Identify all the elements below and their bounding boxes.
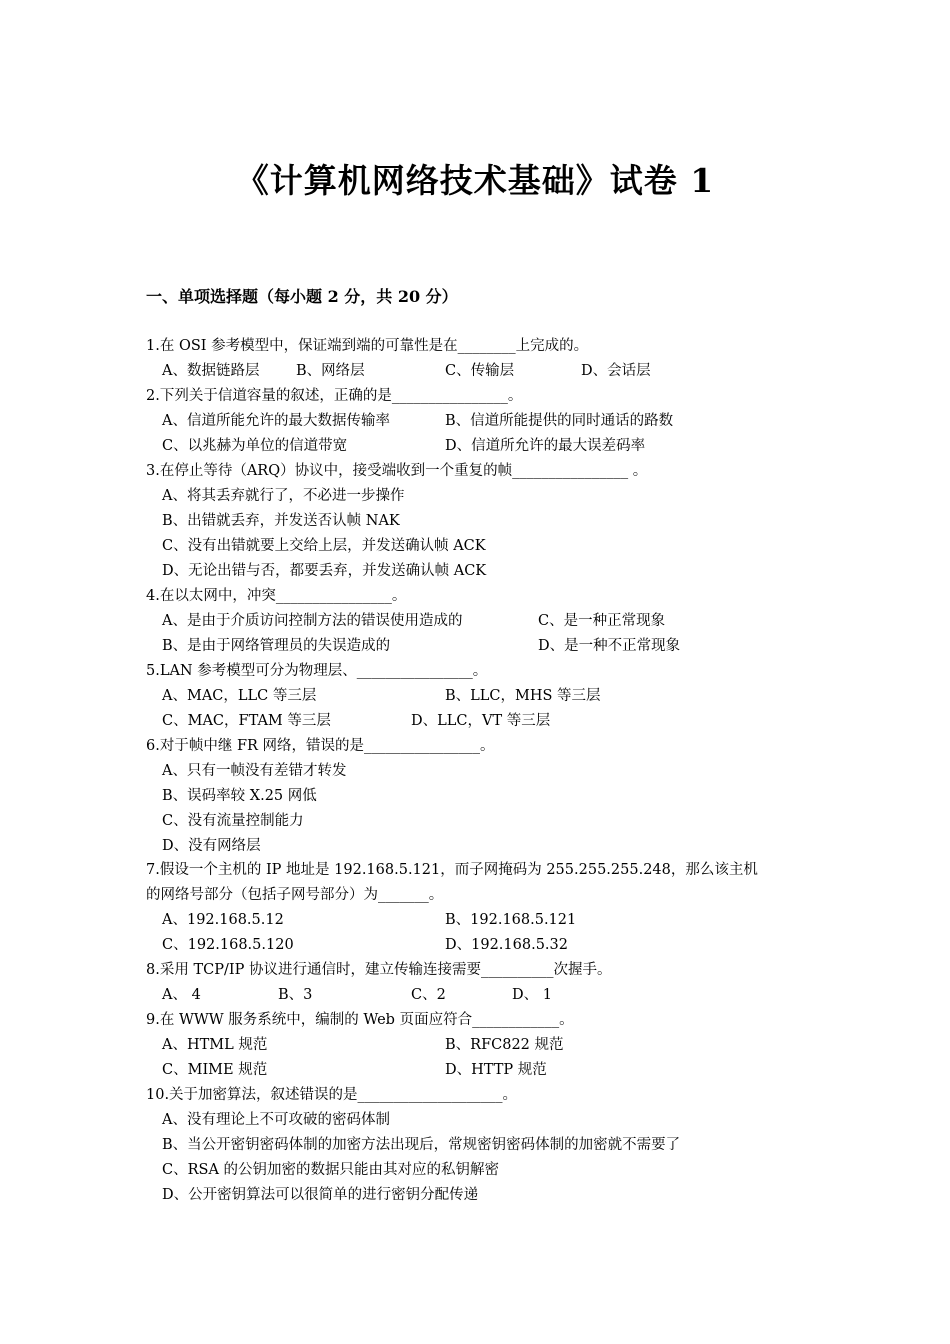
q10-option-a: A、没有理论上不可攻破的密码体制 [162, 1112, 390, 1128]
q5-option-d: D、LLC，VT 等三层 [411, 713, 551, 729]
question-10: 10.关于加密算法，叙述错误的是____________________。 [146, 1087, 518, 1103]
q3-option-b: B、出错就丢弃，并发送否认帧 NAK [162, 513, 400, 529]
q8-option-a: A、 4 [162, 987, 201, 1003]
q1-option-d: D、会话层 [581, 363, 651, 379]
q3-option-c: C、没有出错就要上交给上层，并发送确认帧 ACK [162, 538, 486, 554]
q6-option-b: B、误码率较 X.25 网低 [162, 788, 317, 804]
q4-option-b: B、是由于网络管理员的失误造成的 [162, 638, 391, 654]
q8-option-b: B、3 [278, 987, 313, 1003]
q8-option-c: C、2 [411, 987, 446, 1003]
question-3: 3.在停止等待（ARQ）协议中，接受端收到一个重复的帧________________ 。 [146, 463, 648, 479]
q5-option-b: B、LLC，MHS 等三层 [445, 688, 601, 704]
q3-option-d: D、无论出错与否，都要丢弃，并发送确认帧 ACK [162, 563, 487, 579]
question-1: 1.在 OSI 参考模型中，保证端到端的可靠性是在________上完成的。 [146, 338, 589, 354]
question-7: 7.假设一个主机的 IP 地址是 192.168.5.121，而子网掩码为 255.255.255.248，那么该主机 [146, 862, 758, 878]
question-6: 6.对于帧中继 FR 网络，错误的是________________。 [146, 738, 495, 754]
section-heading: 一、单项选择题（每小题 2 分，共 20 分） [146, 287, 458, 306]
q10-option-b: B、当公开密钥密码体制的加密方法出现后，常规密钥密码体制的加密就不需要了 [162, 1137, 681, 1153]
q2-option-b: B、信道所能提供的同时通话的路数 [445, 413, 674, 429]
q10-option-c: C、RSA 的公钥加密的数据只能由其对应的私钥解密 [162, 1162, 500, 1178]
question-4: 4.在以太网中，冲突________________。 [146, 588, 407, 604]
q7-option-d: D、192.168.5.32 [445, 937, 568, 953]
question-7-cont: 的网络号部分（包括子网号部分）为_______。 [146, 887, 444, 903]
q5-option-a: A、MAC，LLC 等三层 [162, 688, 317, 704]
q9-option-d: D、HTTP 规范 [445, 1062, 547, 1078]
q4-option-c: C、是一种正常现象 [538, 613, 666, 629]
q8-option-d: D、 1 [512, 987, 552, 1003]
q7-option-b: B、192.168.5.121 [445, 912, 577, 928]
q1-option-a: A、数据链路层 [162, 363, 260, 379]
question-8: 8.采用 TCP/IP 协议进行通信时，建立传输连接需要__________次握手。 [146, 962, 612, 978]
question-5: 5.LAN 参考模型可分为物理层、________________。 [146, 663, 488, 679]
q5-option-c: C、MAC，FTAM 等三层 [162, 713, 331, 729]
page-title: 《计算机网络技术基础》试卷 1 [235, 161, 715, 200]
q1-option-c: C、传输层 [445, 363, 515, 379]
q4-option-d: D、是一种不正常现象 [538, 638, 681, 654]
q7-option-a: A、192.168.5.12 [162, 912, 284, 928]
q1-option-b: B、网络层 [296, 363, 365, 379]
q9-option-b: B、RFC822 规范 [445, 1037, 564, 1053]
q3-option-a: A、将其丢弃就行了，不必进一步操作 [162, 488, 405, 504]
q4-option-a: A、是由于介质访问控制方法的错误使用造成的 [162, 613, 463, 629]
q9-option-a: A、HTML 规范 [162, 1037, 268, 1053]
q7-option-c: C、192.168.5.120 [162, 937, 294, 953]
question-9: 9.在 WWW 服务系统中，编制的 Web 页面应符合____________。 [146, 1012, 574, 1028]
q2-option-d: D、信道所允许的最大误差码率 [445, 438, 646, 454]
q6-option-d: D、没有网络层 [162, 838, 261, 854]
q6-option-a: A、只有一帧没有差错才转发 [162, 763, 347, 779]
q2-option-c: C、以兆赫为单位的信道带宽 [162, 438, 348, 454]
q9-option-c: C、MIME 规范 [162, 1062, 268, 1078]
q10-option-d: D、公开密钥算法可以很简单的进行密钥分配传递 [162, 1187, 479, 1203]
q6-option-c: C、没有流量控制能力 [162, 813, 304, 829]
q2-option-a: A、信道所能允许的最大数据传输率 [162, 413, 390, 429]
question-2: 2.下列关于信道容量的叙述，正确的是________________。 [146, 388, 523, 404]
